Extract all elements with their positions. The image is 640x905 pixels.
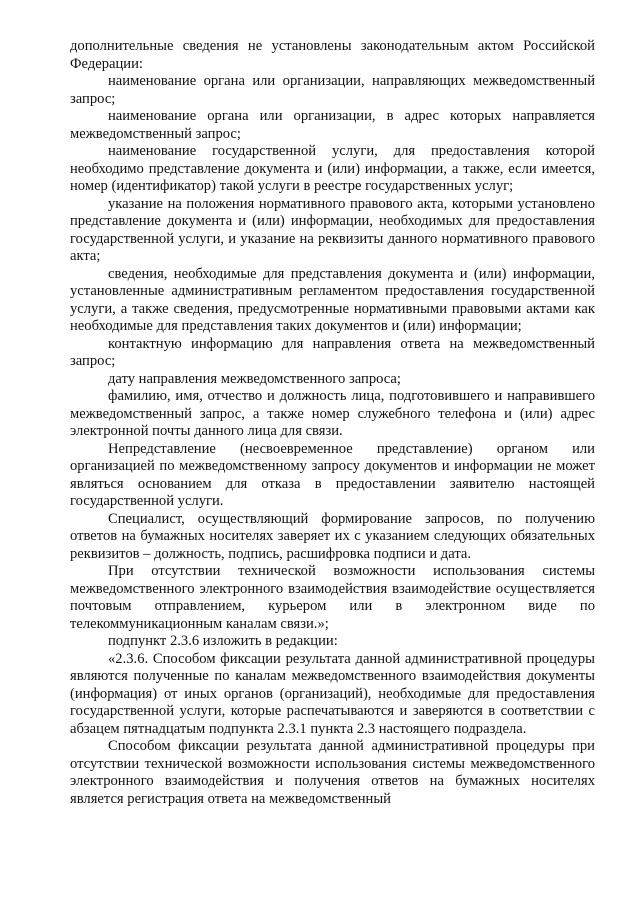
paragraph-fixation-method: Способом фиксации результата данной административной процедуры при отсутствии технической возможности использования системы межведомственного электронного взаимодействия и получения ответов на бумажных носителях является регистрация ответа на межведомственный bbox=[70, 738, 595, 807]
paragraph-responsible-person: фамилию, имя, отчество и должность лица, подготовившего и направившего межведомственный запрос, а также номер служебного телефона и (или) адрес электронной почты данного лица для связи. bbox=[70, 388, 595, 439]
paragraph-legal-act: указание на положения нормативного правового акта, которыми установлено представление документа и (или) информации, необходимых для предоставления государственной услуги, и указание на реквизиты данного нормативного правового акта; bbox=[70, 195, 595, 264]
paragraph-no-technical-means: При отсутствии технической возможности использования системы межведомственного электронного взаимодействия взаимодействие осуществляется почтовым отправлением, курьером или в электронном виде по телекоммуникационным каналам связи.»; bbox=[70, 563, 595, 632]
paragraph-request-date: дату направления межведомственного запроса; bbox=[108, 370, 401, 387]
paragraph-non-submission: Непредставление (несвоевременное представление) органом или организацией по межведомственному запросу документов и информации не может являться основанием для отказа в предоставлении заявителю настоящей государственной услуги. bbox=[70, 440, 595, 509]
paragraph-clause-2-3-6: «2.3.6. Способом фиксации результата данной административной процедуры являются полученные по каналам межведомственного взаимодействия документы (информация) от иных органов (организаций), необходимые для предоставления государственной услуги, которые распечатываются и заверяются в соответствии с абзацем пятнадцатым подпункта 2.3.1 пункта 2.3 настоящего подраздела. bbox=[70, 650, 595, 737]
document-page bbox=[70, 38, 595, 808]
paragraph-addressee-organ: наименование органа или организации, в адрес которых направляется межведомственный запрос; bbox=[70, 108, 595, 142]
paragraph-required-info: сведения, необходимые для представления документа и (или) информации, установленные административным регламентом предоставления государственной услуги, а также сведения, предусмотренные нормативными правовыми актами как необходимые для представления таких документов и (или) информации; bbox=[70, 265, 595, 334]
paragraph-subclause-edit: подпункт 2.3.6 изложить в редакции: bbox=[108, 633, 338, 649]
paragraph-specialist: Специалист, осуществляющий формирование запросов, по получению ответов на бумажных носителях заверяет их с указанием следующих обязательных реквизитов – должность, подпись, расшифровка подписи и дата. bbox=[70, 510, 595, 562]
paragraph-continuation: дополнительные сведения не установлены законодательным актом Российской Федерации: bbox=[70, 38, 595, 72]
paragraph-requesting-organ: наименование органа или организации, направляющих межведомственный запрос; bbox=[70, 73, 595, 107]
paragraph-service-name: наименование государственной услуги, для предоставления которой необходимо представление документа и (или) информации, а также, если имеется, номер (идентификатор) такой услуги в реестре государственных услуг; bbox=[70, 143, 595, 194]
paragraph-contact-info: контактную информацию для направления ответа на межведомственный запрос; bbox=[70, 335, 595, 369]
